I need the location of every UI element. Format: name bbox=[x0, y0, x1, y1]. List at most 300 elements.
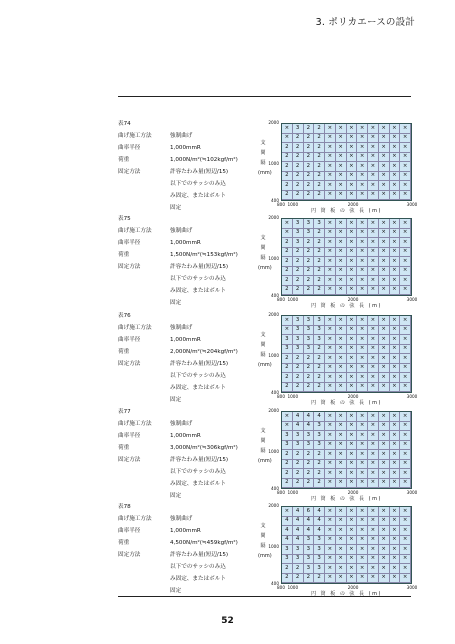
grid-cell: × bbox=[325, 335, 336, 345]
grid-cell: × bbox=[368, 422, 379, 432]
grid-cell: × bbox=[379, 267, 390, 277]
grid-cell: 2 bbox=[293, 181, 304, 191]
grid-cell: × bbox=[325, 326, 336, 336]
grid-cell: × bbox=[347, 143, 358, 153]
grid-cell: × bbox=[390, 172, 401, 182]
fix-method-value: 許容たわみ量(短辺/15) bbox=[170, 264, 229, 270]
grid-cell: × bbox=[336, 354, 347, 364]
grid-cell: × bbox=[347, 469, 358, 479]
grid-cell: 2 bbox=[282, 248, 293, 258]
grid-cell: × bbox=[379, 373, 390, 383]
y-tick-label: 1000 bbox=[268, 255, 279, 261]
fix-method-value: 許容たわみ量(短辺/15) bbox=[170, 457, 229, 463]
x-axis-title: 円 筒 板 の 弦 長 (m) bbox=[311, 591, 382, 597]
grid-cell: × bbox=[379, 326, 390, 336]
load-value: 1,000N/m²(≒102kgf/m²) bbox=[170, 157, 238, 163]
grid-cell: × bbox=[357, 412, 368, 422]
grid-cell: × bbox=[390, 574, 401, 584]
grid-cell: × bbox=[347, 450, 358, 460]
table-block bbox=[118, 310, 418, 406]
grid-cell: × bbox=[336, 431, 347, 441]
grid-cell: × bbox=[357, 517, 368, 527]
table-block bbox=[118, 213, 418, 309]
grid-cell: 2 bbox=[293, 450, 304, 460]
grid-cell: × bbox=[325, 143, 336, 153]
bend-method-value: 強制曲げ bbox=[170, 325, 193, 331]
grid-cell: × bbox=[336, 536, 347, 546]
grid-cell: 6 bbox=[304, 507, 315, 517]
grid-cell: × bbox=[390, 383, 401, 393]
grid-cell: × bbox=[336, 517, 347, 527]
grid-cell: 2 bbox=[314, 238, 325, 248]
grid-cell: × bbox=[336, 153, 347, 163]
span-chart bbox=[252, 501, 418, 597]
grid-cell: × bbox=[347, 383, 358, 393]
grid-cell: × bbox=[400, 536, 411, 546]
grid-cell: × bbox=[379, 460, 390, 470]
grid-cell: 2 bbox=[293, 574, 304, 584]
grid-cell: × bbox=[325, 536, 336, 546]
grid-cell: 2 bbox=[314, 286, 325, 296]
grid-cell: 4 bbox=[314, 526, 325, 536]
load-row bbox=[118, 442, 253, 454]
load-label: 荷重 bbox=[118, 445, 130, 451]
grid-cell: × bbox=[347, 431, 358, 441]
grid-cell: 2 bbox=[293, 248, 304, 258]
grid-cell: × bbox=[400, 450, 411, 460]
grid-cell: 2 bbox=[304, 373, 315, 383]
recommendation-grid bbox=[281, 315, 412, 393]
grid-cell: × bbox=[400, 479, 411, 489]
grid-cell: 3 bbox=[293, 335, 304, 345]
grid-cell: × bbox=[325, 431, 336, 441]
grid-cell: × bbox=[357, 172, 368, 182]
fix-method-continuation bbox=[118, 297, 253, 309]
y-tick-label: 400 bbox=[271, 581, 279, 586]
grid-cell: × bbox=[390, 441, 401, 451]
spacer bbox=[118, 190, 170, 202]
grid-cell: × bbox=[347, 545, 358, 555]
grid-cell: × bbox=[400, 555, 411, 565]
grid-cell: 2 bbox=[293, 134, 304, 144]
grid-cell: × bbox=[357, 441, 368, 451]
grid-cell: 2 bbox=[304, 143, 315, 153]
grid-cell: × bbox=[336, 191, 347, 201]
bend-method-row bbox=[118, 322, 253, 334]
grid-cell: × bbox=[347, 181, 358, 191]
grid-cell: × bbox=[400, 316, 411, 326]
grid-cell: × bbox=[379, 564, 390, 574]
fix-method-line: み固定、またはボルト bbox=[170, 576, 226, 582]
spacer bbox=[118, 297, 170, 309]
x-tick-label: 3000 bbox=[406, 202, 418, 207]
grid-cell: × bbox=[400, 517, 411, 527]
grid-cell: 4 bbox=[304, 517, 315, 527]
grid-cell: × bbox=[357, 354, 368, 364]
grid-cell: × bbox=[325, 238, 336, 248]
grid-cell: 2 bbox=[314, 479, 325, 489]
grid-cell: × bbox=[368, 326, 379, 336]
grid-cell: × bbox=[325, 441, 336, 451]
grid-cell: 3 bbox=[314, 422, 325, 432]
grid-cell: × bbox=[390, 460, 401, 470]
grid-cell: × bbox=[368, 316, 379, 326]
grid-cell: 2 bbox=[314, 574, 325, 584]
grid-cell: 3 bbox=[282, 545, 293, 555]
grid-cell: × bbox=[336, 124, 347, 134]
grid-cell: 3 bbox=[314, 316, 325, 326]
y-tick-label: 2000 bbox=[268, 312, 279, 317]
grid-cell: × bbox=[357, 257, 368, 267]
grid-cell: × bbox=[400, 564, 411, 574]
y-axis-title: 支 間 隔 (mm) bbox=[258, 428, 272, 464]
bend-radius-label: 曲率半径 bbox=[118, 145, 141, 151]
grid-cell: × bbox=[368, 345, 379, 355]
x-tick-label: 800 bbox=[277, 202, 285, 207]
bend-radius-label: 曲率半径 bbox=[118, 528, 141, 534]
grid-cell: × bbox=[390, 286, 401, 296]
grid-cell: × bbox=[368, 257, 379, 267]
x-tick-label: 3000 bbox=[406, 297, 418, 302]
grid-cell: × bbox=[325, 134, 336, 144]
grid-cell: 4 bbox=[314, 517, 325, 527]
grid-cell: × bbox=[379, 143, 390, 153]
fix-method-label: 固定方法 bbox=[118, 457, 141, 463]
grid-cell: × bbox=[282, 316, 293, 326]
grid-cell: 3 bbox=[304, 536, 315, 546]
grid-cell: × bbox=[390, 373, 401, 383]
grid-cell: 2 bbox=[282, 191, 293, 201]
table-name: 表75 bbox=[118, 216, 131, 222]
fix-method-line: 以下でのサッシのみ込 bbox=[170, 469, 226, 475]
grid-cell: 3 bbox=[304, 219, 315, 229]
grid-cell: × bbox=[357, 134, 368, 144]
x-tick-label: 1000 bbox=[287, 202, 299, 207]
grid-cell: × bbox=[357, 191, 368, 201]
grid-cell: × bbox=[379, 162, 390, 172]
grid-cell: 2 bbox=[314, 354, 325, 364]
grid-cell: × bbox=[336, 219, 347, 229]
grid-cell: × bbox=[336, 469, 347, 479]
grid-cell: × bbox=[325, 276, 336, 286]
grid-cell: × bbox=[336, 526, 347, 536]
spec-list bbox=[118, 213, 253, 309]
grid-cell: 3 bbox=[314, 564, 325, 574]
grid-cell: × bbox=[347, 238, 358, 248]
x-axis-title: 円 筒 板 の 弦 長 (m) bbox=[311, 496, 382, 502]
grid-cell: × bbox=[336, 574, 347, 584]
grid-cell: × bbox=[379, 335, 390, 345]
grid-cell: × bbox=[368, 460, 379, 470]
grid-cell: × bbox=[390, 219, 401, 229]
grid-cell: × bbox=[379, 124, 390, 134]
grid-cell: × bbox=[400, 422, 411, 432]
grid-cell: 2 bbox=[293, 469, 304, 479]
spacer bbox=[118, 273, 170, 285]
grid-cell: 2 bbox=[304, 248, 315, 258]
grid-cell: × bbox=[368, 229, 379, 239]
grid-cell: × bbox=[336, 412, 347, 422]
grid-cell: 2 bbox=[314, 229, 325, 239]
grid-cell: × bbox=[400, 248, 411, 258]
bend-radius-row bbox=[118, 142, 253, 154]
grid-cell: × bbox=[357, 229, 368, 239]
grid-cell: × bbox=[325, 219, 336, 229]
grid-cell: × bbox=[379, 431, 390, 441]
grid-cell: 3 bbox=[314, 326, 325, 336]
grid-cell: × bbox=[357, 469, 368, 479]
grid-cell: × bbox=[379, 229, 390, 239]
grid-cell: × bbox=[336, 441, 347, 451]
grid-cell: × bbox=[379, 172, 390, 182]
grid-cell: × bbox=[347, 507, 358, 517]
grid-cell: × bbox=[368, 517, 379, 527]
grid-cell: 3 bbox=[314, 545, 325, 555]
grid-cell: × bbox=[379, 479, 390, 489]
grid-cell: 2 bbox=[293, 143, 304, 153]
grid-cell: × bbox=[282, 326, 293, 336]
grid-cell: × bbox=[368, 555, 379, 565]
grid-cell: 2 bbox=[282, 450, 293, 460]
grid-cell: 2 bbox=[304, 238, 315, 248]
y-tick-label: 2000 bbox=[268, 503, 279, 508]
grid-cell: × bbox=[400, 172, 411, 182]
y-tick-label: 1000 bbox=[268, 543, 279, 549]
fix-method-line: 固定 bbox=[170, 493, 182, 499]
load-row bbox=[118, 537, 253, 549]
grid-cell: × bbox=[379, 526, 390, 536]
grid-cell: × bbox=[357, 316, 368, 326]
grid-cell: × bbox=[368, 441, 379, 451]
fix-method-value: 許容たわみ量(短辺/15) bbox=[170, 361, 229, 367]
page-number: 52 bbox=[221, 616, 234, 626]
load-label: 荷重 bbox=[118, 157, 130, 163]
grid-cell: 2 bbox=[314, 162, 325, 172]
grid-cell: × bbox=[325, 316, 336, 326]
grid-cell: × bbox=[390, 555, 401, 565]
grid-cell: × bbox=[379, 134, 390, 144]
fix-method-line: 固定 bbox=[170, 300, 182, 306]
grid-cell: × bbox=[390, 162, 401, 172]
bend-method-row bbox=[118, 513, 253, 525]
grid-cell: × bbox=[400, 412, 411, 422]
grid-cell: × bbox=[282, 422, 293, 432]
grid-cell: × bbox=[282, 412, 293, 422]
load-label: 荷重 bbox=[118, 252, 130, 258]
grid-cell: × bbox=[379, 364, 390, 374]
grid-cell: × bbox=[390, 276, 401, 286]
grid-cell: × bbox=[357, 460, 368, 470]
grid-cell: 3 bbox=[282, 555, 293, 565]
load-row bbox=[118, 346, 253, 358]
x-tick-label: 2000 bbox=[347, 394, 359, 399]
grid-cell: × bbox=[357, 383, 368, 393]
grid-cell: × bbox=[368, 479, 379, 489]
grid-cell: × bbox=[368, 574, 379, 584]
spacer bbox=[118, 466, 170, 478]
grid-cell: 2 bbox=[293, 373, 304, 383]
grid-cell: × bbox=[379, 383, 390, 393]
grid-cell: × bbox=[379, 422, 390, 432]
grid-cell: × bbox=[357, 286, 368, 296]
grid-cell: 4 bbox=[304, 422, 315, 432]
grid-cell: 2 bbox=[293, 354, 304, 364]
grid-cell: × bbox=[379, 354, 390, 364]
grid-cell: × bbox=[390, 354, 401, 364]
grid-cell: × bbox=[379, 412, 390, 422]
x-axis-title: 円 筒 板 の 弦 長 (m) bbox=[311, 303, 382, 309]
bend-method-value: 強制曲げ bbox=[170, 228, 193, 234]
bend-method-row bbox=[118, 225, 253, 237]
grid-cell: 2 bbox=[314, 153, 325, 163]
bend-radius-row bbox=[118, 430, 253, 442]
y-tick-label: 1000 bbox=[268, 160, 279, 166]
grid-cell: × bbox=[390, 450, 401, 460]
grid-cell: × bbox=[390, 517, 401, 527]
grid-cell: × bbox=[368, 162, 379, 172]
grid-cell: 2 bbox=[304, 257, 315, 267]
x-axis-title: 円 筒 板 の 弦 長 (m) bbox=[311, 208, 382, 214]
load-row bbox=[118, 154, 253, 166]
grid-cell: × bbox=[336, 181, 347, 191]
grid-cell: 2 bbox=[282, 286, 293, 296]
grid-cell: × bbox=[347, 267, 358, 277]
grid-cell: × bbox=[379, 238, 390, 248]
fix-method-row bbox=[118, 549, 253, 561]
grid-cell: 3 bbox=[282, 345, 293, 355]
load-label: 荷重 bbox=[118, 349, 130, 355]
spacer bbox=[118, 178, 170, 190]
grid-cell: × bbox=[325, 172, 336, 182]
grid-cell: × bbox=[368, 181, 379, 191]
fix-method-label: 固定方法 bbox=[118, 361, 141, 367]
grid-cell: × bbox=[325, 383, 336, 393]
fix-method-label: 固定方法 bbox=[118, 552, 141, 558]
fix-method-line: み固定、またはボルト bbox=[170, 385, 226, 391]
grid-cell: × bbox=[390, 536, 401, 546]
fix-method-line: 以下でのサッシのみ込 bbox=[170, 564, 226, 570]
bend-radius-label: 曲率半径 bbox=[118, 433, 141, 439]
grid-cell: × bbox=[325, 507, 336, 517]
grid-cell: 2 bbox=[282, 460, 293, 470]
grid-cell: × bbox=[347, 564, 358, 574]
grid-cell: × bbox=[368, 431, 379, 441]
bend-radius-value: 1,000mmR bbox=[170, 433, 201, 439]
grid-cell: × bbox=[400, 153, 411, 163]
grid-cell: × bbox=[357, 335, 368, 345]
fix-method-continuation bbox=[118, 394, 253, 406]
grid-cell: × bbox=[336, 383, 347, 393]
grid-cell: 2 bbox=[293, 564, 304, 574]
grid-cell: × bbox=[325, 345, 336, 355]
grid-cell: 2 bbox=[304, 574, 315, 584]
grid-cell: × bbox=[368, 469, 379, 479]
grid-cell: × bbox=[400, 134, 411, 144]
fix-method-continuation bbox=[118, 573, 253, 585]
bend-method-label: 曲げ施工方法 bbox=[118, 133, 152, 139]
grid-cell: 3 bbox=[314, 555, 325, 565]
grid-cell: 2 bbox=[293, 191, 304, 201]
table-block bbox=[118, 406, 418, 502]
grid-cell: × bbox=[282, 229, 293, 239]
grid-cell: × bbox=[357, 507, 368, 517]
grid-cell: × bbox=[357, 345, 368, 355]
grid-cell: × bbox=[379, 345, 390, 355]
grid-cell: × bbox=[379, 517, 390, 527]
grid-cell: × bbox=[379, 555, 390, 565]
grid-cell: × bbox=[357, 267, 368, 277]
grid-cell: 3 bbox=[304, 345, 315, 355]
grid-cell: × bbox=[390, 238, 401, 248]
grid-cell: × bbox=[347, 364, 358, 374]
grid-cell: × bbox=[400, 191, 411, 201]
x-tick-label: 3000 bbox=[406, 585, 418, 590]
grid-cell: × bbox=[400, 286, 411, 296]
grid-cell: 2 bbox=[282, 153, 293, 163]
grid-cell: × bbox=[379, 316, 390, 326]
grid-cell: 2 bbox=[314, 257, 325, 267]
grid-cell: 2 bbox=[304, 450, 315, 460]
spec-list bbox=[118, 118, 253, 214]
grid-cell: 4 bbox=[304, 526, 315, 536]
grid-cell: 2 bbox=[282, 479, 293, 489]
x-tick-label: 800 bbox=[277, 297, 285, 302]
span-chart bbox=[252, 213, 418, 309]
fix-method-line: 固定 bbox=[170, 397, 182, 403]
spacer bbox=[118, 370, 170, 382]
grid-cell: × bbox=[400, 383, 411, 393]
grid-cell: × bbox=[336, 373, 347, 383]
spacer bbox=[118, 561, 170, 573]
grid-cell: 3 bbox=[293, 238, 304, 248]
fix-method-line: 固定 bbox=[170, 588, 182, 594]
y-tick-label: 1000 bbox=[268, 448, 279, 454]
grid-cell: 3 bbox=[314, 431, 325, 441]
fix-method-line: み固定、またはボルト bbox=[170, 288, 226, 294]
fix-method-row bbox=[118, 166, 253, 178]
grid-cell: 3 bbox=[293, 326, 304, 336]
recommendation-grid bbox=[281, 218, 412, 296]
grid-cell: 3 bbox=[293, 345, 304, 355]
grid-cell: × bbox=[336, 248, 347, 258]
grid-cell: 2 bbox=[304, 191, 315, 201]
grid-cell: × bbox=[347, 441, 358, 451]
grid-cell: × bbox=[347, 335, 358, 345]
grid-cell: × bbox=[357, 143, 368, 153]
grid-cell: × bbox=[400, 124, 411, 134]
grid-cell: 2 bbox=[304, 364, 315, 374]
x-tick-label: 800 bbox=[277, 394, 285, 399]
grid-cell: × bbox=[390, 422, 401, 432]
grid-cell: × bbox=[325, 229, 336, 239]
section-title: 3. ポリカエースの設計 bbox=[315, 17, 415, 28]
grid-cell: × bbox=[368, 276, 379, 286]
grid-cell: × bbox=[357, 450, 368, 460]
grid-cell: × bbox=[336, 316, 347, 326]
recommendation-grid bbox=[281, 123, 412, 201]
table-block bbox=[118, 501, 418, 597]
y-tick-label: 2000 bbox=[268, 408, 279, 413]
grid-cell: × bbox=[379, 507, 390, 517]
table-block bbox=[118, 118, 418, 214]
x-tick-label: 3000 bbox=[406, 394, 418, 399]
grid-cell: × bbox=[368, 450, 379, 460]
grid-cell: × bbox=[357, 364, 368, 374]
grid-cell: 2 bbox=[314, 450, 325, 460]
grid-cell: × bbox=[379, 469, 390, 479]
bend-method-label: 曲げ施工方法 bbox=[118, 516, 152, 522]
grid-cell: × bbox=[379, 276, 390, 286]
